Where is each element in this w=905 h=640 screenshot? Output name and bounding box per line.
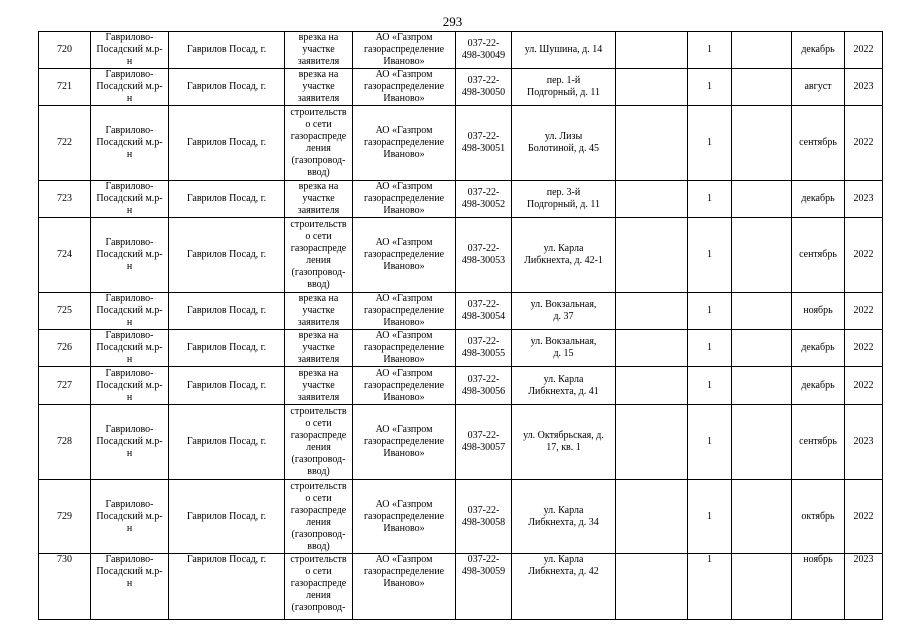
- locality-cell: Гаврилов Посад, г.: [169, 106, 285, 181]
- quantity-cell: 1: [688, 293, 732, 330]
- locality-cell: Гаврилов Посад, г.: [169, 330, 285, 367]
- empty-cell: [616, 218, 688, 293]
- row-number-cell: 729: [39, 480, 91, 554]
- year-cell: 2022: [845, 293, 883, 330]
- work-type-cell: строительств о сети газораспреде ления (газопровод- ввод): [285, 106, 353, 181]
- table-bottom-edge: [38, 619, 883, 620]
- quantity-cell: 1: [688, 69, 732, 106]
- month-cell: сентябрь: [792, 218, 845, 293]
- organization-cell: АО «Газпром газораспределение Иваново»: [353, 554, 456, 629]
- locality-cell: Гаврилов Посад, г.: [169, 69, 285, 106]
- locality-cell: Гаврилов Посад, г.: [169, 218, 285, 293]
- address-cell: ул. Карла Либкнехта, д. 34: [512, 480, 616, 554]
- quantity-cell: 1: [688, 181, 732, 218]
- locality-cell: Гаврилов Посад, г.: [169, 367, 285, 405]
- year-cell: 2022: [845, 218, 883, 293]
- address-cell: ул. Карла Либкнехта, д. 41: [512, 367, 616, 405]
- table-row: [39, 293, 883, 330]
- organization-cell: АО «Газпром газораспределение Иваново»: [353, 293, 456, 330]
- row-number-cell: 727: [39, 367, 91, 405]
- address-cell: ул. Карла Либкнехта, д. 42: [512, 554, 616, 629]
- year-cell: 2023: [845, 69, 883, 106]
- row-number-cell: 722: [39, 106, 91, 181]
- year-cell: 2023: [845, 554, 883, 629]
- locality-cell: Гаврилов Посад, г.: [169, 554, 285, 629]
- row-number-cell: 721: [39, 69, 91, 106]
- work-type-cell: врезка на участке заявителя: [285, 32, 353, 69]
- locality-cell: Гаврилов Посад, г.: [169, 293, 285, 330]
- empty-cell: [732, 32, 792, 69]
- empty-cell: [616, 330, 688, 367]
- work-type-cell: строительств о сети газораспреде ления (газопровод- ввод): [285, 218, 353, 293]
- table-row: [39, 218, 883, 293]
- district-cell: Гаврилово- Посадский м.р- н: [91, 293, 169, 330]
- address-cell: пер. 3-й Подгорный, д. 11: [512, 181, 616, 218]
- empty-cell: [616, 405, 688, 480]
- empty-cell: [732, 405, 792, 480]
- year-cell: 2022: [845, 330, 883, 367]
- organization-cell: АО «Газпром газораспределение Иваново»: [353, 218, 456, 293]
- row-number-cell: 728: [39, 405, 91, 480]
- empty-cell: [616, 293, 688, 330]
- row-number-cell: 720: [39, 32, 91, 69]
- table-row: [39, 405, 883, 480]
- month-cell: декабрь: [792, 32, 845, 69]
- table-row: [39, 554, 883, 629]
- empty-cell: [732, 293, 792, 330]
- registry-code-cell: 037-22- 498-30054: [456, 293, 512, 330]
- locality-cell: Гаврилов Посад, г.: [169, 181, 285, 218]
- empty-cell: [616, 367, 688, 405]
- work-type-cell: строительств о сети газораспреде ления (газопровод- ввод): [285, 480, 353, 554]
- month-cell: ноябрь: [792, 554, 845, 629]
- work-type-cell: врезка на участке заявителя: [285, 330, 353, 367]
- organization-cell: АО «Газпром газораспределение Иваново»: [353, 330, 456, 367]
- registry-code-cell: 037-22- 498-30059: [456, 554, 512, 629]
- empty-cell: [616, 181, 688, 218]
- row-number-cell: 725: [39, 293, 91, 330]
- month-cell: август: [792, 69, 845, 106]
- registry-code-cell: 037-22- 498-30050: [456, 69, 512, 106]
- work-type-cell: врезка на участке заявителя: [285, 69, 353, 106]
- month-cell: декабрь: [792, 367, 845, 405]
- organization-cell: АО «Газпром газораспределение Иваново»: [353, 367, 456, 405]
- month-cell: сентябрь: [792, 405, 845, 480]
- row-number-cell: 726: [39, 330, 91, 367]
- district-cell: Гаврилово- Посадский м.р- н: [91, 106, 169, 181]
- registry-code-cell: 037-22- 498-30052: [456, 181, 512, 218]
- organization-cell: АО «Газпром газораспределение Иваново»: [353, 32, 456, 69]
- district-cell: Гаврилово- Посадский м.р- н: [91, 554, 169, 629]
- address-cell: ул. Октябрьская, д. 17, кв. 1: [512, 405, 616, 480]
- work-type-cell: врезка на участке заявителя: [285, 181, 353, 218]
- empty-cell: [616, 480, 688, 554]
- table-row: [39, 480, 883, 554]
- table-row: [39, 367, 883, 405]
- empty-cell: [732, 218, 792, 293]
- district-cell: Гаврилово- Посадский м.р- н: [91, 218, 169, 293]
- locality-cell: Гаврилов Посад, г.: [169, 480, 285, 554]
- row-number-cell: 730: [39, 554, 91, 629]
- quantity-cell: 1: [688, 480, 732, 554]
- locality-cell: Гаврилов Посад, г.: [169, 405, 285, 480]
- quantity-cell: 1: [688, 554, 732, 629]
- table-row: [39, 32, 883, 69]
- organization-cell: АО «Газпром газораспределение Иваново»: [353, 405, 456, 480]
- organization-cell: АО «Газпром газораспределение Иваново»: [353, 480, 456, 554]
- address-cell: пер. 1-й Подгорный, д. 11: [512, 69, 616, 106]
- row-number-cell: 724: [39, 218, 91, 293]
- table-row: [39, 106, 883, 181]
- work-type-cell: врезка на участке заявителя: [285, 293, 353, 330]
- month-cell: ноябрь: [792, 293, 845, 330]
- locality-cell: Гаврилов Посад, г.: [169, 32, 285, 69]
- district-cell: Гаврилово- Посадский м.р- н: [91, 405, 169, 480]
- empty-cell: [616, 32, 688, 69]
- month-cell: октябрь: [792, 480, 845, 554]
- empty-cell: [732, 106, 792, 181]
- year-cell: 2023: [845, 405, 883, 480]
- registry-code-cell: 037-22- 498-30051: [456, 106, 512, 181]
- empty-cell: [732, 367, 792, 405]
- row-number-cell: 723: [39, 181, 91, 218]
- empty-cell: [616, 106, 688, 181]
- district-cell: Гаврилово- Посадский м.р- н: [91, 32, 169, 69]
- organization-cell: АО «Газпром газораспределение Иваново»: [353, 106, 456, 181]
- address-cell: ул. Вокзальная, д. 37: [512, 293, 616, 330]
- quantity-cell: 1: [688, 405, 732, 480]
- work-type-cell: строительств о сети газораспреде ления (газопровод-: [285, 554, 353, 629]
- organization-cell: АО «Газпром газораспределение Иваново»: [353, 69, 456, 106]
- table-row: [39, 69, 883, 106]
- quantity-cell: 1: [688, 106, 732, 181]
- registry-code-cell: 037-22- 498-30058: [456, 480, 512, 554]
- quantity-cell: 1: [688, 32, 732, 69]
- work-type-cell: врезка на участке заявителя: [285, 367, 353, 405]
- year-cell: 2023: [845, 181, 883, 218]
- table-row: [39, 181, 883, 218]
- district-cell: Гаврилово- Посадский м.р- н: [91, 69, 169, 106]
- table-row: [39, 330, 883, 367]
- empty-cell: [732, 69, 792, 106]
- address-cell: ул. Карла Либкнехта, д. 42-1: [512, 218, 616, 293]
- empty-cell: [732, 330, 792, 367]
- work-type-cell: строительств о сети газораспреде ления (газопровод- ввод): [285, 405, 353, 480]
- year-cell: 2022: [845, 106, 883, 181]
- registry-code-cell: 037-22- 498-30055: [456, 330, 512, 367]
- district-cell: Гаврилово- Посадский м.р- н: [91, 330, 169, 367]
- registry-code-cell: 037-22- 498-30056: [456, 367, 512, 405]
- month-cell: сентябрь: [792, 106, 845, 181]
- empty-cell: [616, 554, 688, 629]
- year-cell: 2022: [845, 480, 883, 554]
- gas-connection-registry-table: [38, 31, 883, 629]
- empty-cell: [732, 554, 792, 629]
- year-cell: 2022: [845, 367, 883, 405]
- registry-code-cell: 037-22- 498-30049: [456, 32, 512, 69]
- month-cell: декабрь: [792, 181, 845, 218]
- table-body: [39, 32, 883, 629]
- address-cell: ул. Шушина, д. 14: [512, 32, 616, 69]
- address-cell: ул. Вокзальная, д. 15: [512, 330, 616, 367]
- district-cell: Гаврилово- Посадский м.р- н: [91, 181, 169, 218]
- empty-cell: [732, 181, 792, 218]
- district-cell: Гаврилово- Посадский м.р- н: [91, 480, 169, 554]
- quantity-cell: 1: [688, 218, 732, 293]
- empty-cell: [616, 69, 688, 106]
- year-cell: 2022: [845, 32, 883, 69]
- empty-cell: [732, 480, 792, 554]
- quantity-cell: 1: [688, 330, 732, 367]
- month-cell: декабрь: [792, 330, 845, 367]
- address-cell: ул. Лизы Болотиной, д. 45: [512, 106, 616, 181]
- organization-cell: АО «Газпром газораспределение Иваново»: [353, 181, 456, 218]
- quantity-cell: 1: [688, 367, 732, 405]
- registry-code-cell: 037-22- 498-30053: [456, 218, 512, 293]
- page-number: 293: [442, 14, 463, 29]
- registry-code-cell: 037-22- 498-30057: [456, 405, 512, 480]
- district-cell: Гаврилово- Посадский м.р- н: [91, 367, 169, 405]
